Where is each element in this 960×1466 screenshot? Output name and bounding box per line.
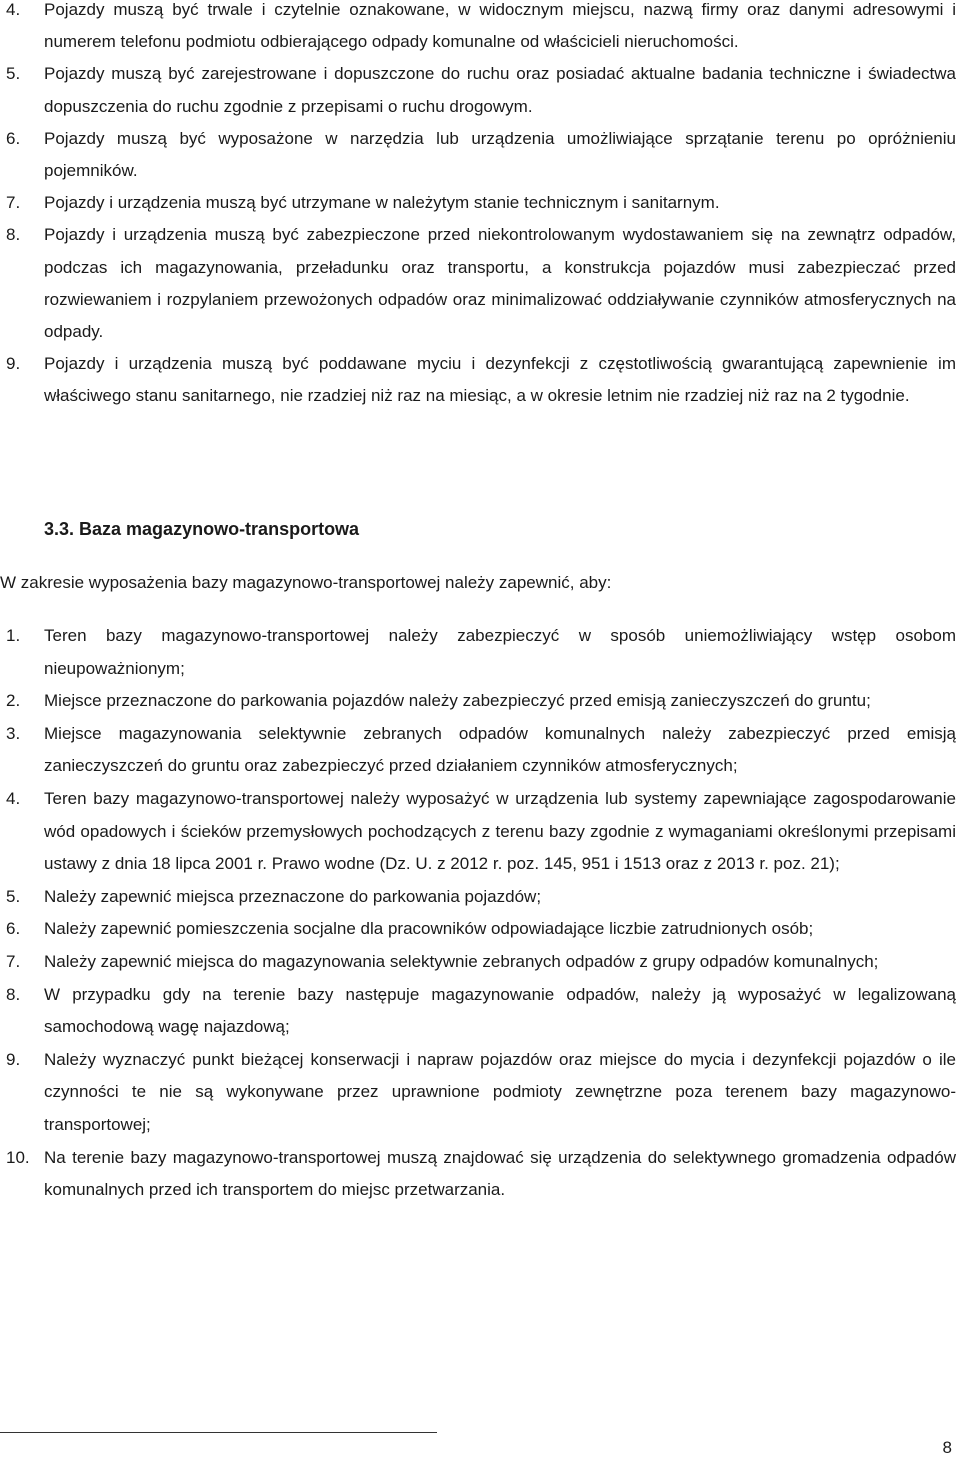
item-text: Należy zapewnić miejsca do magazynowania selektywnie zebranych odpadów z grupy odpadów komunalnych; [44, 951, 879, 971]
item-text: Należy zapewnić miejsca przeznaczone do parkowania pojazdów; [44, 886, 542, 906]
item-text: Pojazdy i urządzenia muszą być poddawane myciu i dezynfekcji z częstotliwością gwarantującą zapewnienie im właściwego stanu sanitarnego, nie rzadziej niż raz na miesiąc, a w okresie letnim nie rzadziej niż raz na 2 tygodnie. [44, 354, 956, 406]
item-number: 9. [6, 354, 21, 374]
item-text: Należy wyznaczyć punkt bieżącej konserwacji i napraw pojazdów oraz miejsce do mycia i dezynfekcji pojazdów o ile czynności te nie są wykonywane przez uprawnione podmioty zewnętrzne poza terenem bazy magazynowo-transportowej; [44, 1049, 956, 1134]
item-number: 10. [6, 1147, 30, 1167]
list-item [0, 123, 960, 187]
item-number: 4. [6, 0, 21, 19]
item-text: Pojazdy i urządzenia muszą być zabezpieczone przed niekontrolowanym wydostawaniem się na zewnątrz odpadów, podczas ich magazynowania, przeładunku oraz transportu, a konstrukcja pojazdów musi zabezpieczać przed rozwiewaniem i rozpylaniem przewożonych odpadów oraz minimalizować oddziaływanie czynników atmosferycznych na odpady. [44, 225, 956, 342]
item-text: Teren bazy magazynowo-transportowej należy zabezpieczyć w sposób uniemożliwiający wstęp osobom nieupoważnionym; [44, 626, 956, 678]
item-text: Należy zapewnić pomieszczenia socjalne dla pracowników odpowiadające liczbie zatrudnionych osób; [44, 919, 814, 939]
item-number: 9. [6, 1049, 21, 1069]
list-item [0, 0, 960, 58]
item-number: 2. [6, 691, 21, 711]
page-number: 8 [942, 1438, 952, 1457]
list-item [0, 219, 960, 348]
list-item [0, 1044, 960, 1142]
item-number: 3. [6, 723, 21, 743]
list-item [0, 1142, 960, 1207]
list-item [0, 187, 960, 219]
list-item [0, 620, 960, 685]
item-number: 1. [6, 626, 21, 645]
list-item [0, 946, 960, 979]
upper-list [0, 0, 960, 413]
list-item [0, 348, 960, 412]
item-number: 4. [6, 788, 21, 808]
item-number: 8. [6, 984, 21, 1004]
section-intro: W zakresie wyposażenia bazy magazynowo-transportowej należy zapewnić, aby: [0, 573, 612, 592]
item-text: W przypadku gdy na terenie bazy następuje magazynowanie odpadów, należy ją wyposażyć w legalizowaną samochodową wagę najazdową; [44, 984, 956, 1037]
list-item [0, 913, 960, 946]
item-number: 5. [6, 886, 21, 906]
item-number: 7. [6, 193, 21, 213]
section-heading: 3.3. Baza magazynowo-transportowa [44, 519, 360, 539]
item-text: Na terenie bazy magazynowo-transportowej muszą znajdować się urządzenia do selektywnego gromadzenia odpadów komunalnych przed ich transportem do miejsc przetwarzania. [44, 1147, 956, 1200]
list-item [0, 685, 960, 718]
item-number: 6. [6, 919, 21, 939]
item-text: Pojazdy muszą być zarejestrowane i dopuszczone do ruchu oraz posiadać aktualne badania techniczne i świadectwa dopuszczenia do ruchu zgodnie z przepisami o ruchu drogowym. [44, 64, 956, 116]
list-item [0, 783, 960, 881]
list-item [0, 979, 960, 1044]
item-number: 5. [6, 64, 21, 84]
item-text: Miejsce przeznaczone do parkowania pojazdów należy zabezpieczyć przed emisją zanieczyszczeń do gruntu; [44, 691, 871, 711]
list-item [0, 718, 960, 783]
lower-list [0, 620, 960, 1207]
item-text: Pojazdy i urządzenia muszą być utrzymane w należytym stanie technicznym i sanitarnym. [44, 193, 720, 213]
item-number: 7. [6, 951, 21, 971]
footnote-divider [0, 1432, 437, 1433]
list-item [0, 58, 960, 122]
item-text: Pojazdy muszą być trwale i czytelnie oznakowane, w widocznym miejscu, nazwą firmy oraz danymi adresowymi i numerem telefonu podmiotu odbierającego odpady komunalne od właścicieli nieruchomości. [44, 0, 956, 52]
item-text: Miejsce magazynowania selektywnie zebranych odpadów komunalnych należy zabezpieczyć przed emisją zanieczyszczeń do gruntu oraz zabezpieczyć przed działaniem czynników atmosferycznych; [44, 723, 956, 776]
item-number: 6. [6, 128, 21, 148]
item-text: Teren bazy magazynowo-transportowej należy wyposażyć w urządzenia lub systemy zapewniające zagospodarowanie wód opadowych i ścieków przemysłowych pochodzących z terenu bazy zgodnie z wymaganiami określonymi przepisami ustawy z dnia 18 lipca 2001 r. Prawo wodne (Dz. U. z 2012 r. poz. 145, 951 i 1513 oraz z 2013 r. poz. 21); [44, 788, 956, 874]
item-number: 8. [6, 225, 21, 245]
item-text: Pojazdy muszą być wyposażone w narzędzia lub urządzenia umożliwiające sprzątanie terenu po opróżnieniu pojemników. [44, 128, 956, 181]
list-item [0, 881, 960, 914]
